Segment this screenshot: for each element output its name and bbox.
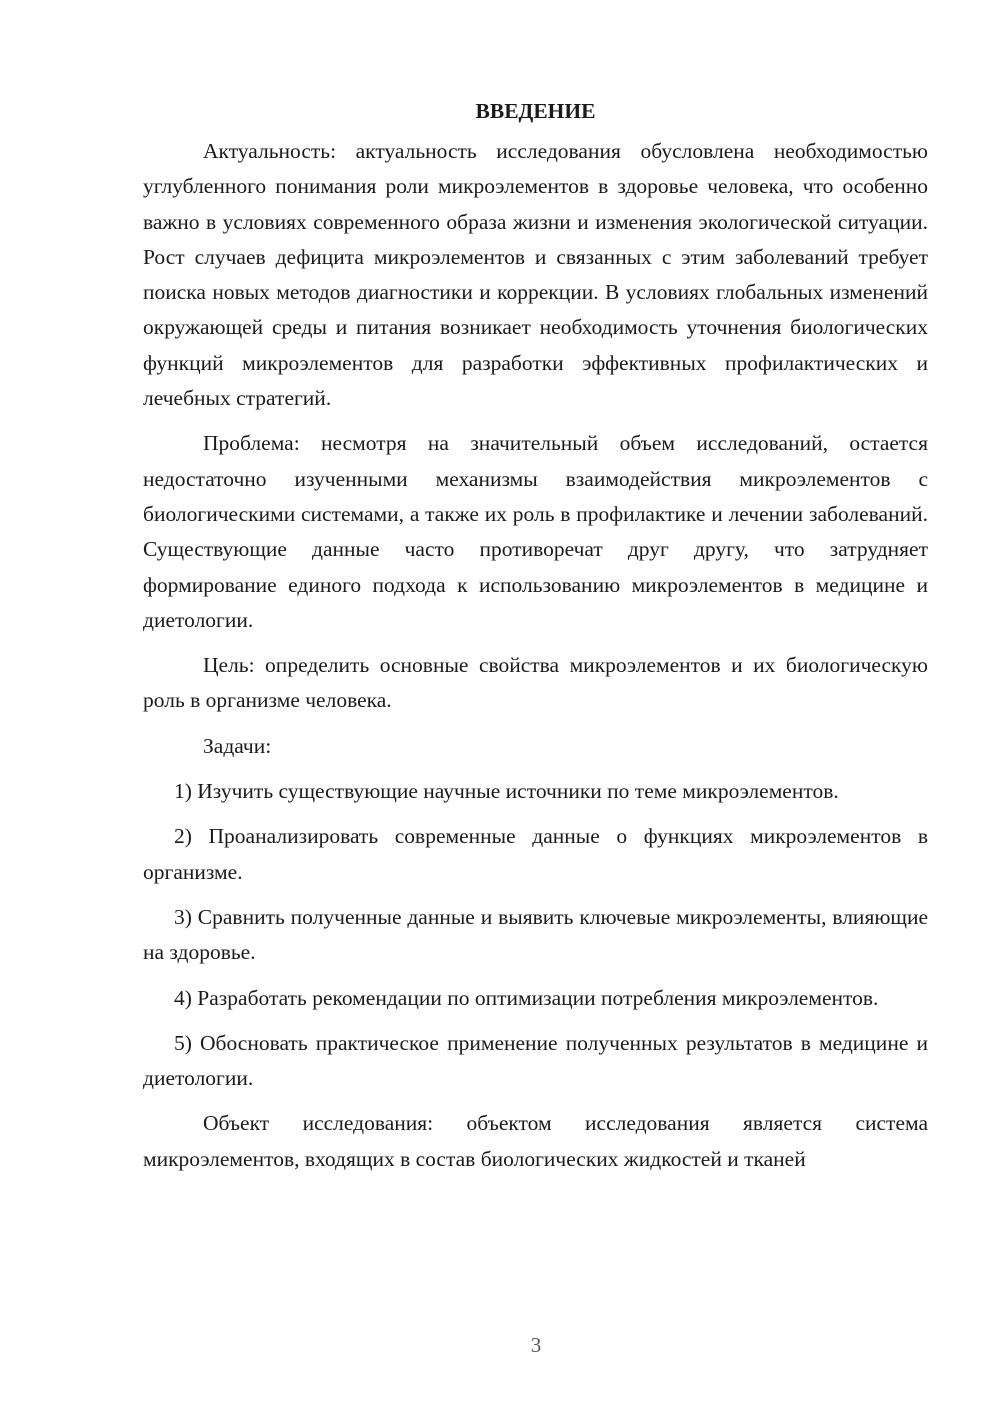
goal-paragraph: Цель: определить основные свойства микроэлементов и их биологическую роль в организме человека. bbox=[143, 653, 928, 713]
task-item-1: 1) Изучить существующие научные источники по теме микроэлементов. bbox=[174, 779, 839, 804]
page-content bbox=[143, 94, 928, 1187]
task-item-5: 5) Обосновать практическое применение полученных результатов в медицине и диетологии. bbox=[143, 1030, 928, 1091]
problem-paragraph: Проблема: несмотря на значительный объем исследований, остается недостаточно изученными механизмы взаимодействия микроэлементов с биологическими системами, а также их роль в профилактике и лечении заболеваний. Существующие данные часто противоречат друг другу, что затрудняет формирование единого подхода к использованию микроэлементов в медицине и диетологии. bbox=[143, 431, 928, 632]
section-title: ВВЕДЕНИЕ bbox=[475, 99, 596, 123]
task-item-3: 3) Сравнить полученные данные и выявить ключевые микроэлементы, влияющие на здоровье. bbox=[143, 904, 928, 965]
relevance-paragraph: Актуальность: актуальность исследования обусловлена необходимостью углубленного понимания роли микроэлементов в здоровье человека, что особенно важно в условиях современного образа жизни и изменения экологической ситуации. Рост случаев дефицита микроэлементов и связанных с этим заболеваний требует поиска новых методов диагностики и коррекции. В условиях глобальных изменений окружающей среды и питания возникает необходимость уточнения биологических функций микроэлементов для разработки эффективных профилактических и лечебных стратегий. bbox=[143, 139, 928, 411]
object-paragraph: Объект исследования: объектом исследования является система микроэлементов, входящих в состав биологических жидкостей и тканей bbox=[143, 1111, 928, 1171]
task-item-2: 2) Проанализировать современные данные о функциях микроэлементов в организме. bbox=[143, 824, 928, 884]
task-item-4: 4) Разработать рекомендации по оптимизации потребления микроэлементов. bbox=[174, 985, 879, 1010]
tasks-heading: Задачи: bbox=[203, 733, 272, 758]
page-number: 3 bbox=[530, 1333, 542, 1357]
